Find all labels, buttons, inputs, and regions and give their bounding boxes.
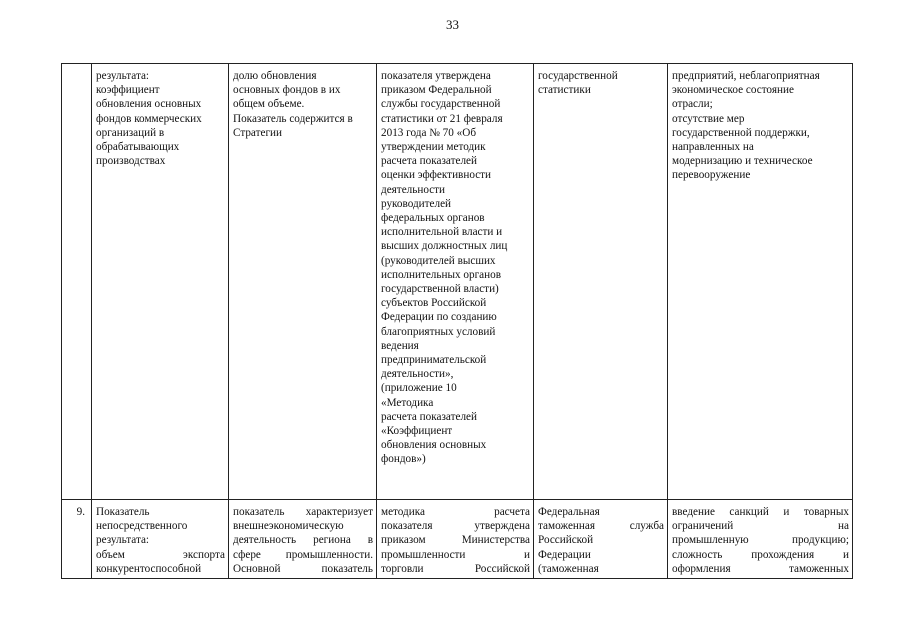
cell-text-line: обновления основных	[381, 439, 487, 452]
cell-text-line: приказом Министерства	[381, 534, 530, 547]
cell-text-line: фондов коммерческих	[96, 112, 202, 125]
cell-text-line: субъектов Российской	[381, 297, 487, 310]
cell-text-line: предприятий, неблагоприятная	[672, 70, 820, 82]
cell-text-line: деятельности	[381, 183, 446, 196]
cell-text-line: расчета показателей	[381, 155, 477, 168]
row-number-cell	[62, 64, 92, 500]
cell-text-line: направленных на	[672, 141, 754, 154]
cell-text-line: Основной показатель	[233, 562, 373, 575]
cell-text-line: приказом Федеральной	[381, 84, 492, 97]
table-row	[62, 64, 853, 500]
cell-text-line: непосредственного	[96, 520, 188, 533]
cell-text-line: производствах	[96, 155, 166, 168]
cell-text-line: (таможенная	[538, 562, 599, 575]
cell-text-line: обрабатывающих	[96, 141, 180, 154]
cell-text-line: результата:	[96, 534, 150, 547]
method-cell	[377, 500, 534, 579]
cell-text-line: отрасли;	[672, 98, 713, 111]
cell-text-line: «Методика	[381, 396, 434, 409]
cell-text-line: показателя утверждена	[381, 520, 530, 533]
cell-text-line: Показатель	[96, 506, 150, 518]
cell-text-line: Федеральная	[538, 506, 600, 518]
cell-text-line: объем экспорта	[96, 548, 225, 561]
cell-text-line: показателя утверждена	[381, 70, 491, 82]
cell-text-line: Российской	[538, 534, 594, 547]
cell-text-line: деятельность региона в	[233, 534, 373, 547]
cell-text-line: основных фондов в их	[233, 84, 341, 97]
cell-text-line: промышленную продукцию;	[672, 534, 849, 547]
cell-text-line: Показатель содержится в	[233, 112, 353, 125]
cell-text-line: организаций в	[96, 126, 165, 139]
method-cell	[377, 64, 534, 500]
cell-text-line: сложность прохождения и	[672, 548, 849, 561]
cell-text-line: общем объеме.	[233, 98, 305, 111]
indicator-cell	[92, 500, 229, 579]
cell-text-line: перевооружение	[672, 169, 751, 182]
cell-text-line: руководителей	[381, 197, 452, 210]
cell-text-line: исполнительной власти и	[381, 226, 503, 239]
cell-text-line: результата:	[96, 70, 150, 82]
cell-text-line: исполнительных органов	[381, 268, 501, 281]
cell-text-line: федеральных органов	[381, 212, 485, 225]
cell-text-line: (руководителей высших	[381, 254, 496, 267]
cell-text-line: расчета показателей	[381, 410, 477, 423]
cell-text-line: сфере промышленности.	[233, 548, 373, 561]
responsible-cell	[534, 500, 668, 579]
cell-text-line: статистики от 21 февраля	[381, 112, 503, 125]
cell-text-line: ограничений на	[672, 520, 849, 533]
cell-text-line: внешнеэкономическую	[233, 520, 344, 533]
cell-text-line: благоприятных условий	[381, 325, 496, 338]
risks-cell	[668, 64, 853, 500]
cell-text-line: оформления таможенных	[672, 562, 849, 575]
cell-text-line: деятельности»,	[381, 368, 454, 381]
indicators-table	[61, 63, 853, 579]
cell-text-line: таможенная служба	[538, 520, 664, 533]
cell-text-line: методика расчета	[381, 506, 530, 518]
row-number-cell: 9.	[62, 500, 92, 579]
description-cell	[229, 64, 377, 500]
cell-text-line: Стратегии	[233, 126, 283, 139]
cell-text-line: (приложение 10	[381, 382, 457, 395]
cell-text-line: фондов»)	[381, 453, 426, 466]
cell-text-line: «Коэффициент	[381, 425, 453, 438]
cell-text-line: предпринимательской	[381, 354, 487, 367]
cell-text-line: Федерации	[538, 548, 591, 561]
cell-text-line: промышленности и	[381, 548, 530, 561]
indicator-cell	[92, 64, 229, 500]
cell-text-line: показатель характеризует	[233, 506, 373, 518]
cell-text-line: государственной поддержки,	[672, 126, 810, 139]
cell-text-line: статистики	[538, 84, 591, 97]
cell-text-line: модернизацию и техническое	[672, 155, 813, 168]
page-number: 33	[446, 17, 459, 32]
table-row	[62, 500, 853, 579]
cell-text-line: высших должностных лиц	[381, 240, 508, 253]
risks-cell	[668, 500, 853, 579]
cell-text-line: государственной	[538, 70, 618, 82]
cell-text-line: коэффициент	[96, 84, 160, 97]
cell-text-line: государственной власти)	[381, 283, 499, 296]
cell-text-line: утверждении методик	[381, 141, 486, 154]
cell-text-line: введение санкций и товарных	[672, 506, 849, 518]
responsible-cell	[534, 64, 668, 500]
cell-text-line: 2013 года № 70 «Об	[381, 126, 477, 139]
cell-text-line: обновления основных	[96, 98, 202, 111]
cell-text-line: долю обновления	[233, 70, 317, 82]
description-cell	[229, 500, 377, 579]
cell-text-line: Федерации по созданию	[381, 311, 497, 324]
cell-text-line: отсутствие мер	[672, 112, 745, 125]
cell-text-line: ведения	[381, 339, 419, 352]
cell-text-line: конкурентоспособной	[96, 562, 202, 575]
cell-text-line: экономическое состояние	[672, 84, 794, 97]
cell-text-line: оценки эффективности	[381, 169, 492, 182]
cell-text-line: службы государственной	[381, 98, 501, 111]
cell-text-line: торговли Российской	[381, 562, 530, 575]
